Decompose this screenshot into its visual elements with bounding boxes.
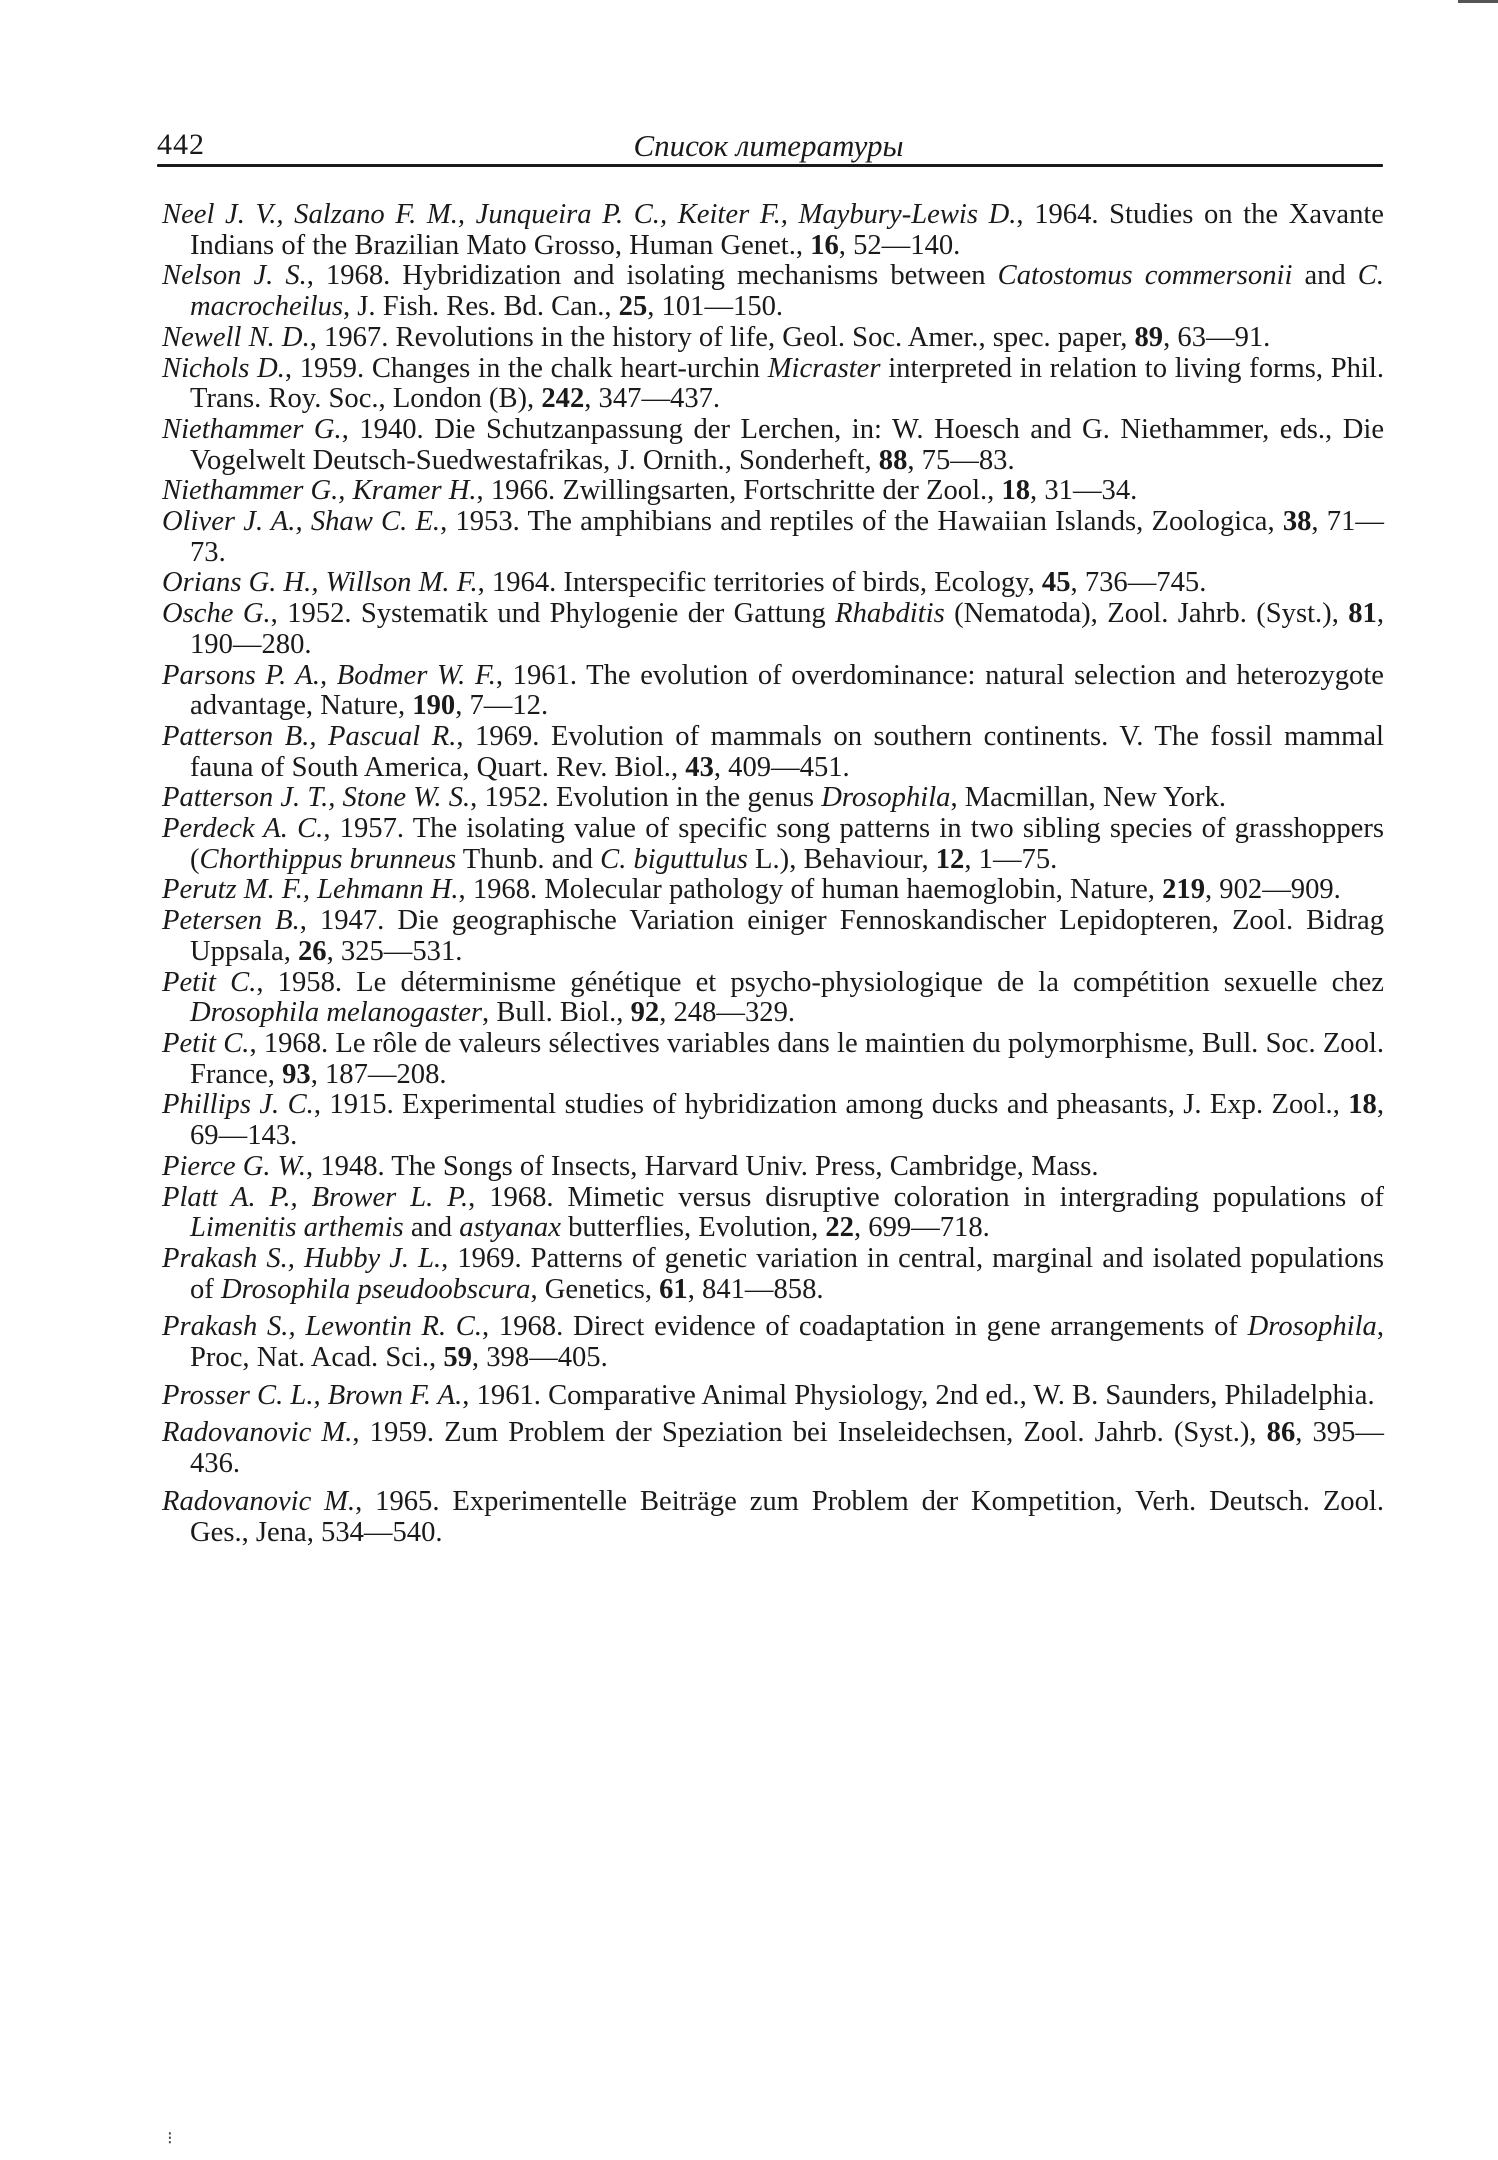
reference-text: and [403, 1212, 460, 1244]
volume-number: 190 [412, 690, 456, 722]
reference-entry [162, 1312, 1384, 1373]
reference-entry [162, 906, 1384, 967]
volume-number: 61 [659, 1273, 688, 1305]
italic-text: Perdeck A. C. [162, 813, 324, 845]
reference-text: , Macmillan, New York. [950, 782, 1227, 814]
reference-text: , 1968. Molecular pathology of human haemoglobin, Nature, [458, 874, 1163, 906]
reference-text: , 1965. Experimentelle Beiträge zum Problem der Kompetition, Verh. Deutsch. Zool. Ges., Jena, 534—540. [190, 1485, 1384, 1548]
italic-text: Osche G. [162, 598, 271, 630]
reference-entry [162, 476, 1384, 507]
italic-text: Drosophila [821, 782, 951, 814]
reference-text: , 52—140. [838, 229, 961, 261]
italic-text: Limenitis arthemis [190, 1212, 404, 1244]
italic-text: Drosophila pseudoobscura [220, 1273, 531, 1305]
reference-text: , 1967. Revolutions in the history of life, Geol. Soc. Amer., spec. paper, [309, 321, 1135, 353]
reference-text: , 1969. Evolution of mammals on southern continents. V. The fossil mammal fauna of South America, Quart. Rev. Biol., [190, 720, 1385, 783]
italic-text: Neel J. V., Salzano F. M., Junqueira P. C., Keiter F., Maybury-Lewis D. [162, 199, 1017, 230]
italic-text: Phillips J. C. [162, 1089, 314, 1121]
italic-text: Nichols D. [162, 352, 285, 384]
italic-text: Radovanovic M. [162, 1417, 353, 1449]
italic-text: Pierce G. W. [162, 1150, 306, 1182]
reference-text: L.), Behaviour, [747, 843, 936, 875]
volume-number: 45 [1041, 567, 1071, 599]
reference-text: , 902—909. [1205, 874, 1341, 906]
italic-text: Chorthippus brunneus [199, 843, 457, 875]
reference-text: , 1968. Hybridization and isolating mechanisms between [306, 260, 998, 292]
reference-text: , 1952. Systematik und Phylogenie der Gattung [270, 598, 836, 630]
reference-entry [162, 875, 1384, 906]
reference-entry [162, 1152, 1384, 1183]
reference-entry [162, 722, 1384, 783]
reference-text: , 1940. Die Schutzanpassung der Lerchen, in: W. Hoesch and G. Niethammer, eds., Die Vogelwelt Deutsch-Suedwestafrikas, J. Ornith., Sonderheft, [190, 413, 1385, 476]
volume-number: 18 [1001, 475, 1031, 507]
reference-text: , 1968. Mimetic versus disruptive coloration in intergrading populations of [468, 1181, 1384, 1213]
reference-text: , 71—73. [190, 506, 1384, 568]
reference-entry [162, 783, 1384, 814]
italic-text: Radovanovic M. [162, 1485, 356, 1517]
volume-number: 89 [1134, 321, 1164, 353]
reference-entry [162, 1418, 1384, 1479]
reference-text: , 395—436. [190, 1417, 1384, 1480]
reference-entry [162, 1183, 1384, 1244]
volume-number: 25 [618, 291, 648, 323]
reference-text: , 1958. Le déterminisme génétique et psycho-physiologique de la compétition sexuelle chez [256, 966, 1385, 998]
italic-text: Patterson B., Pascual R. [162, 720, 457, 752]
volume-number: 12 [935, 843, 965, 875]
reference-text: interpreted in relation to living forms, Phil. Trans. Roy. Soc., London (B), [190, 352, 1384, 415]
reference-text: , 1964. Interspecific territories of birds, Ecology, [477, 567, 1042, 599]
reference-text: and [1292, 260, 1358, 292]
italic-text: C. biguttulus [600, 843, 748, 875]
reference-text: , 1966. Zwillingsarten, Fortschritte der Zool., [476, 475, 1002, 507]
volume-number: 81 [1348, 598, 1377, 630]
volume-number: 38 [1282, 506, 1312, 538]
reference-text: , 187—208. [310, 1058, 447, 1090]
reference-text: , 1953. The amphibians and reptiles of the Hawaiian Islands, Zoologica, [440, 506, 1283, 538]
reference-text: , 1957. The isolating value of specific song patterns in two sibling species of grasshoppers ( [190, 813, 1384, 875]
reference-text: , 1952. Evolution in the genus [470, 782, 822, 814]
reference-text: , 1947. Die geographische Variation einiger Fennoskandischer Lepidopteren, Zool. Bidrag Uppsala, [190, 905, 1384, 967]
italic-text: Newell N. D. [162, 321, 310, 353]
italic-text: C. macrocheilus [190, 260, 1384, 323]
header-rule [157, 164, 1383, 167]
reference-text: , 398—405. [471, 1342, 608, 1374]
reference-entry [162, 1090, 1384, 1151]
italic-text: Patterson J. T., Stone W. S. [162, 782, 471, 814]
scan-artifact-mark: ⁝ [167, 2128, 173, 2148]
reference-text: , 1964. Studies on the Xavante Indians of the Brazilian Mato Grosso, Human Genet., [190, 199, 1384, 261]
italic-text: Orians G. H., Willson M. F. [162, 567, 478, 599]
reference-entry [162, 661, 1384, 722]
page-number: 442 [157, 128, 205, 161]
italic-text: Perutz M. F., Lehmann H. [162, 874, 459, 906]
reference-entry [162, 415, 1384, 476]
reference-entry [162, 354, 1384, 415]
italic-text: Petit C. [162, 966, 257, 998]
reference-entry [162, 1381, 1384, 1412]
reference-text: , 7—12. [455, 690, 549, 722]
reference-text: , Bull. Biol., [482, 997, 631, 1029]
reference-text: Thunb. and [456, 843, 601, 875]
italic-text: Niethammer G., Kramer H. [162, 475, 477, 507]
reference-text: , 1915. Experimental studies of hybridization among ducks and pheasants, J. Exp. Zool., [313, 1089, 1349, 1121]
reference-entry [162, 261, 1384, 322]
italic-text: Micraster [767, 352, 881, 384]
volume-number: 18 [1348, 1089, 1377, 1121]
reference-text: , 409—451. [713, 751, 850, 783]
volume-number: 219 [1162, 874, 1205, 906]
italic-text: Nelson J. S. [162, 260, 307, 292]
reference-text: , 31—34. [1030, 475, 1138, 507]
reference-text: , 248—329. [659, 997, 796, 1029]
reference-text: , 699—718. [853, 1212, 990, 1244]
italic-text: Niethammer G. [162, 413, 342, 445]
reference-text: , Proc, Nat. Acad. Sci., [190, 1311, 1384, 1374]
reference-text: , 1948. The Songs of Insects, Harvard Univ. Press, Cambridge, Mass. [306, 1150, 1099, 1182]
volume-number: 92 [630, 997, 660, 1029]
reference-entry [162, 507, 1384, 568]
volume-number: 59 [443, 1342, 472, 1374]
reference-text: , 736—745. [1070, 567, 1207, 599]
reference-entry [162, 599, 1384, 660]
reference-text: , 69—143. [190, 1089, 1384, 1152]
italic-text: Prakash S., Hubby J. L. [162, 1242, 442, 1274]
italic-text: Catostomus commersonii [997, 260, 1293, 292]
volume-number: 86 [1266, 1417, 1296, 1449]
volume-number: 93 [282, 1058, 311, 1090]
reference-list [162, 200, 1384, 1548]
reference-text: , 75—83. [907, 444, 1015, 476]
italic-text: Rhabditis [835, 598, 945, 630]
reference-entry [162, 200, 1384, 261]
reference-text: , 841—858. [687, 1273, 824, 1305]
reference-entry [162, 968, 1384, 1029]
reference-text: , J. Fish. Res. Bd. Can., [343, 291, 619, 323]
reference-entry [162, 1244, 1384, 1305]
italic-text: Prosser C. L., Brown F. A. [162, 1379, 463, 1411]
volume-number: 242 [541, 383, 585, 415]
reference-text: , 190—280. [190, 598, 1384, 660]
volume-number: 22 [825, 1212, 854, 1244]
italic-text: Petersen B. [162, 905, 300, 937]
italic-text: Prakash S., Lewontin R. C. [162, 1311, 483, 1343]
reference-text: , 1961. Comparative Animal Physiology, 2nd ed., W. B. Saunders, Philadelphia. [462, 1379, 1375, 1411]
reference-text: , Genetics, [530, 1273, 660, 1305]
italic-text: Drosophila [1247, 1311, 1377, 1343]
reference-entry [162, 1029, 1384, 1090]
reference-text: , 1969. Patterns of genetic variation in central, marginal and isolated populations of [190, 1242, 1384, 1305]
reference-text: butterflies, Evolution, [560, 1212, 826, 1244]
reference-entry [162, 323, 1384, 354]
italic-text: Drosophila melanogaster [190, 997, 483, 1029]
italic-text: Petit C. [162, 1027, 250, 1059]
reference-text: , 101—150. [647, 291, 784, 323]
italic-text: Oliver J. A., Shaw C. E. [162, 506, 441, 538]
scan-corner-mark [1458, 0, 1498, 3]
reference-text: , 1959. Changes in the chalk heart-urchin [284, 352, 768, 384]
reference-text: , 1968. Direct evidence of coadaptation in gene arrangements of [482, 1311, 1248, 1343]
reference-entry [162, 1487, 1384, 1548]
reference-text: (Nematoda), Zool. Jahrb. (Syst.), [944, 598, 1349, 630]
reference-text: , 1961. The evolution of overdominance: natural selection and heterozygote advantage, Nature, [190, 659, 1384, 722]
reference-text: , 1968. Le rôle de valeurs sélectives variables dans le maintien du polymorphisme, Bull. Soc. Zool. France, [190, 1027, 1384, 1090]
italic-text: Platt A. P., Brower L. P. [162, 1181, 469, 1213]
reference-entry [162, 568, 1384, 599]
volume-number: 16 [810, 229, 839, 261]
volume-number: 43 [685, 751, 714, 783]
italic-text: Parsons P. A., Bodmer W. F. [162, 659, 496, 691]
reference-text: , 1959. Zum Problem der Speziation bei Inseleidechsen, Zool. Jahrb. (Syst.), [352, 1417, 1267, 1449]
italic-text: astyanax [459, 1212, 561, 1244]
reference-entry [162, 814, 1384, 875]
reference-text: , 63—91. [1163, 321, 1271, 353]
reference-text: , 1—75. [964, 843, 1058, 875]
volume-number: 88 [878, 444, 908, 476]
running-title: Список литературы [633, 128, 904, 163]
volume-number: 26 [298, 935, 327, 967]
reference-text: , 325—531. [326, 935, 463, 967]
reference-text: , 347—437. [584, 383, 721, 415]
